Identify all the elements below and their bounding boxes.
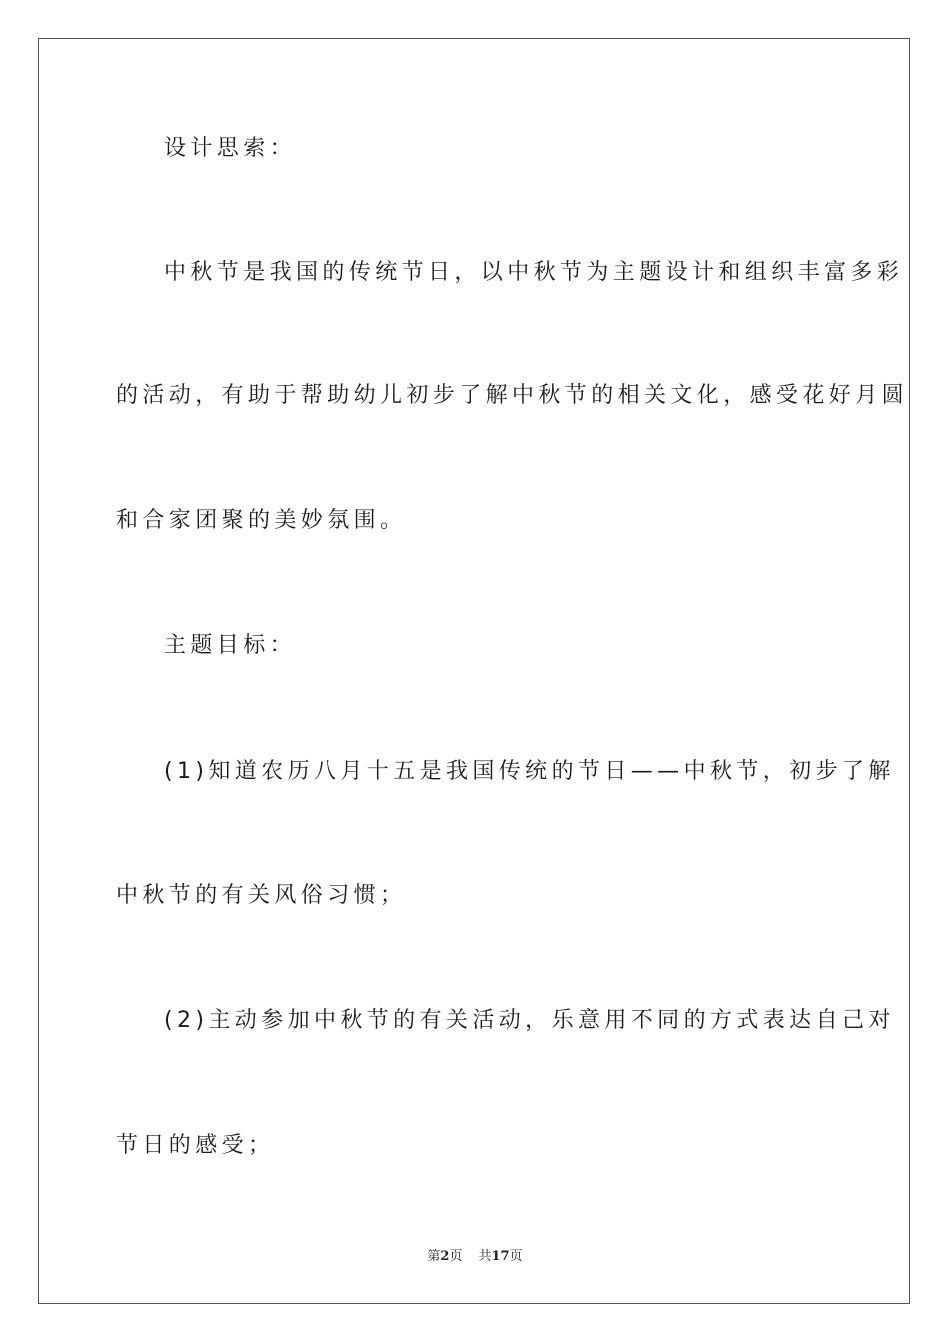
page-border <box>38 38 910 1304</box>
heading-theme-goals: 主题目标： <box>164 633 297 658</box>
footer-total-pages: 17 <box>491 1249 510 1264</box>
page-footer <box>0 1248 950 1266</box>
goal-2-line-1: (2)主动参加中秋节的有关活动，乐意用不同的方式表达自己对 <box>164 1008 895 1033</box>
heading-design-thinking: 设计思索： <box>164 136 297 161</box>
paragraph-intro-line-1: 中秋节是我国的传统节日，以中秋节为主题设计和组织丰富多彩 <box>164 260 904 285</box>
paragraph-intro-line-3: 和合家团聚的美妙氛围。 <box>116 508 407 533</box>
footer-current-page: 2 <box>440 1249 450 1264</box>
goal-1-line-1: (1)知道农历八月十五是我国传统的节日——中秋节，初步了解 <box>164 759 895 784</box>
footer-total-prefix: 共 <box>478 1249 492 1264</box>
footer-total-suffix: 页 <box>509 1249 523 1264</box>
goal-2-line-2: 节日的感受； <box>116 1133 275 1158</box>
paragraph-intro-line-2: 的活动，有助于帮助幼儿初步了解中秋节的相关文化，感受花好月圆 <box>116 383 909 408</box>
goal-1-line-2: 中秋节的有关风俗习惯； <box>116 883 407 908</box>
footer-page-prefix: 第 <box>427 1249 441 1264</box>
footer-page-suffix: 页 <box>449 1249 463 1264</box>
